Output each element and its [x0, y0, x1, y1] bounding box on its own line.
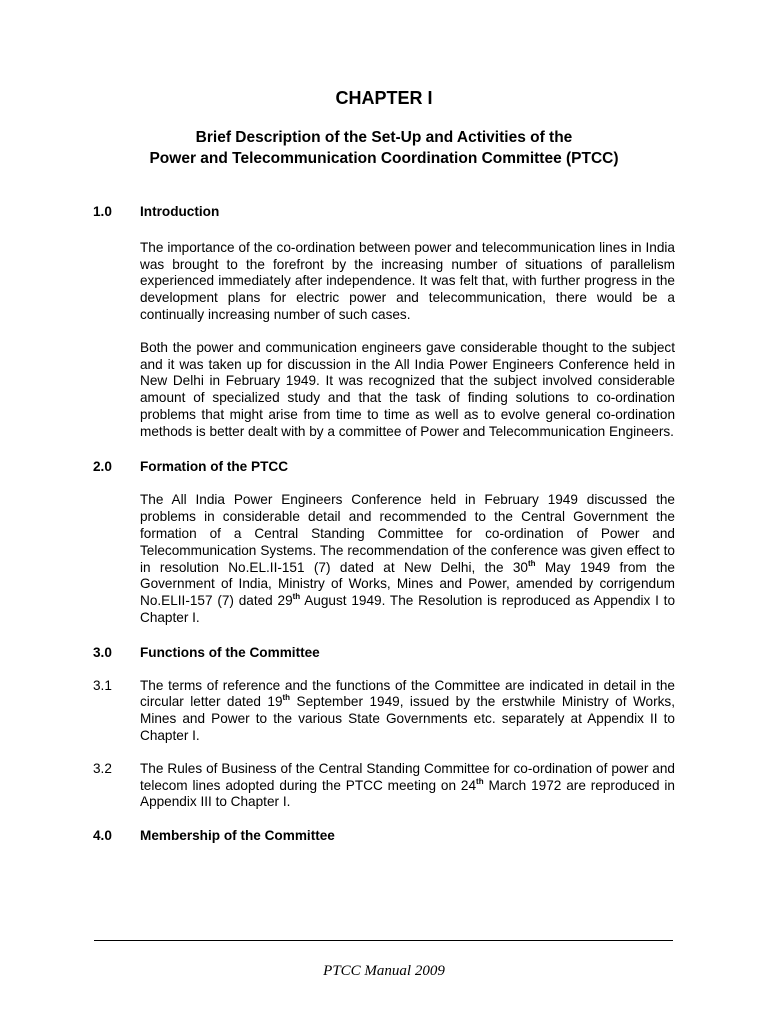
ordinal-suffix: th [527, 558, 536, 568]
section-number: 2.0 [93, 458, 112, 474]
text-run: The terms of reference and the functions of the Committee are indicated in detail in the circular letter dated 19 [140, 677, 675, 710]
text-run: August 1949. The Resolution is reproduced as Appendix I to Chapter I. [140, 593, 675, 625]
section-number: 1.0 [93, 204, 112, 219]
section-number: 3.0 [93, 644, 112, 660]
text-run: May 1949 from the Government of India, Ministry of Works, Mines and Power, amended by corrigendum No.ELII-157 (7) dated 29 [140, 559, 675, 609]
subtitle-line-2: Power and Telecommunication Coordination Committee (PTCC) [149, 150, 619, 167]
text-run: September 1949, issued by the erstwhile Ministry of Works, Mines and Power to the various State Governments etc. separately at Appendix II to Chapter I. [140, 694, 675, 743]
section-title: Formation of the PTCC [140, 458, 289, 474]
ordinal-suffix: th [292, 592, 301, 602]
section-heading-membership [93, 828, 675, 845]
section-heading-functions [93, 645, 675, 662]
paragraph [140, 492, 675, 626]
text-run: The Rules of Business of the Central Standing Committee for co-ordination of power and telecom lines adopted during the PTCC meeting on 24 [140, 760, 675, 793]
paragraph: The importance of the co-ordination between power and telecommunication lines in India was brought to the forefront by the increasing number of situations of parallelism experienced immediately after independence. It was felt that, with further progress in the development plans for electric power and telecommunication, there would be a continually increasing number of such cases. [140, 239, 675, 322]
document-body [93, 204, 675, 845]
subtitle-line-1: Brief Description of the Set-Up and Activities of the [195, 129, 573, 146]
paragraph-number: 3.1 [93, 677, 112, 693]
section-heading-introduction [93, 204, 675, 221]
text-run: The All India Power Engineers Conference held in February 1949 discussed the problems in considerable detail and recommended to the Central Government the formation of a Central Standing Committee for co-ordination of Power and Telecommunication Systems. The recommendation of the conference was given effect to in resolution No.EL.II-151 (7) dated at New Delhi, the 30 [140, 492, 675, 575]
chapter-subtitle [94, 127, 674, 169]
text-run: March 1972 are reproduced in Appendix III to Chapter I. [140, 777, 675, 810]
paragraph [140, 761, 675, 811]
section-heading-formation [93, 459, 675, 476]
section-title: Membership of the Committee [140, 828, 335, 844]
numbered-paragraph-3-2 [93, 761, 675, 811]
ordinal-suffix: th [476, 776, 484, 786]
section-number: 4.0 [93, 828, 112, 844]
section-title: Introduction [140, 204, 220, 219]
page-footer: PTCC Manual 2009 [323, 963, 445, 979]
paragraph: Both the power and communication engineers gave considerable thought to the subject and it was taken up for discussion in the All India Power Engineers Conference held in New Delhi in February 1949. It was recognized that the subject involved considerable amount of specialized study and that the task of finding solutions to co-ordination problems that might arise from time to time as well as to evolve general co-ordination methods is better dealt with by a committee of Power and Telecommunication Engineers. [140, 339, 675, 439]
paragraph-number: 3.2 [93, 760, 112, 776]
section-title: Functions of the Committee [140, 644, 320, 660]
numbered-paragraph-3-1 [93, 678, 675, 745]
chapter-title: CHAPTER I [335, 88, 433, 108]
paragraph [140, 678, 675, 745]
ordinal-suffix: th [282, 693, 291, 703]
footer-divider [94, 940, 673, 941]
